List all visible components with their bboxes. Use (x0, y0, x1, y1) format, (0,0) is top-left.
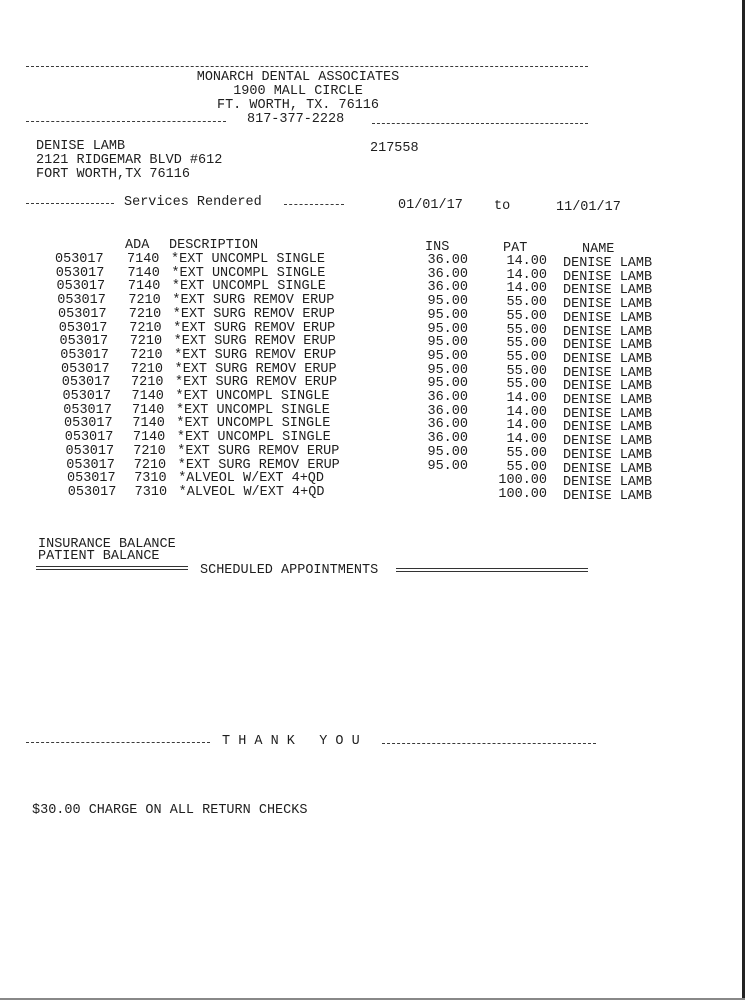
row-date: 053017 (67, 484, 117, 500)
row-description: *EXT SURG REMOV ERUP (175, 375, 338, 391)
row-date: 053017 (56, 279, 106, 295)
patient-street: 2121 RIDGEMAR BLVD #612 (36, 153, 223, 168)
row-patient-name: DENISE LAMB (563, 269, 653, 285)
services-to-word: to (494, 199, 511, 214)
appointments-divider-right (396, 568, 588, 572)
account-number: 217558 (370, 141, 419, 156)
row-date: 053017 (57, 293, 106, 309)
table-row (0, 375, 745, 395)
patient-balance-label: PATIENT BALANCE (38, 549, 160, 564)
row-date: 053017 (64, 430, 114, 446)
table-row (0, 293, 745, 313)
row-ins-amount: 95.00 (427, 444, 468, 460)
row-pat-amount: 14.00 (506, 254, 547, 269)
row-date: 053017 (61, 375, 111, 391)
practice-phone: 817-377-2228 (247, 112, 345, 127)
column-description: DESCRIPTION (169, 238, 259, 253)
row-date: 053017 (61, 361, 110, 377)
table-row (0, 265, 745, 285)
row-pat-amount: 55.00 (506, 336, 547, 352)
row-description: *EXT UNCOMPL SINGLE (171, 265, 326, 281)
row-ada-code: 7210 (128, 293, 161, 309)
top-divider (26, 66, 588, 67)
services-divider-right (284, 204, 344, 205)
row-patient-name: DENISE LAMB (563, 283, 653, 299)
row-date: 053017 (66, 457, 115, 473)
row-description: *EXT UNCOMPL SINGLE (176, 430, 331, 446)
row-pat-amount: 55.00 (506, 459, 547, 475)
phone-divider-right (372, 123, 588, 124)
row-ada-code: 7210 (130, 347, 163, 363)
row-ada-code: 7210 (131, 375, 164, 391)
row-date: 053017 (60, 347, 109, 363)
row-patient-name: DENISE LAMB (563, 420, 653, 436)
row-ada-code: 7210 (128, 306, 162, 322)
row-description: *EXT UNCOMPL SINGLE (176, 416, 331, 432)
row-ada-code: 7140 (127, 265, 160, 281)
row-ins-amount: 95.00 (427, 348, 468, 364)
row-ada-code: 7310 (134, 484, 168, 500)
row-pat-amount: 55.00 (506, 295, 547, 311)
row-pat-amount: 14.00 (506, 281, 547, 297)
row-ada-code: 7210 (133, 443, 166, 459)
row-pat-amount: 100.00 (498, 473, 547, 489)
row-ada-code: 7310 (134, 471, 167, 487)
column-ada: ADA (125, 238, 150, 253)
row-patient-name: DENISE LAMB (563, 310, 653, 326)
thank-you-divider-right (382, 743, 596, 744)
table-row (0, 334, 745, 354)
row-patient-name: DENISE LAMB (563, 379, 653, 395)
table-row (0, 443, 745, 463)
table-row (0, 320, 745, 340)
table-row (0, 279, 745, 299)
row-ada-code: 7140 (132, 430, 166, 446)
row-pat-amount: 55.00 (506, 363, 547, 379)
row-pat-amount: 14.00 (506, 432, 547, 448)
row-ada-code: 7210 (129, 334, 163, 350)
table-row (0, 389, 745, 408)
row-date: 053017 (64, 416, 113, 432)
practice-name: MONARCH DENTAL ASSOCIATES (196, 70, 400, 85)
row-patient-name: DENISE LAMB (563, 365, 653, 381)
row-pat-amount: 14.00 (506, 267, 547, 283)
phone-divider-left (26, 121, 226, 122)
row-ins-amount: 36.00 (427, 403, 468, 419)
row-date: 053017 (62, 389, 112, 404)
patient-name: DENISE LAMB (36, 139, 126, 154)
row-pat-amount: 100.00 (498, 486, 547, 502)
table-row (0, 347, 745, 367)
row-date: 053017 (55, 265, 105, 281)
row-patient-name: DENISE LAMB (563, 447, 653, 463)
row-ada-code: 7210 (130, 361, 163, 377)
row-description: *EXT SURG REMOV ERUP (174, 361, 337, 377)
thank-you-divider-left (26, 742, 210, 743)
patient-city: FORT WORTH,TX 76116 (36, 167, 190, 182)
insurance-balance-label: INSURANCE BALANCE (38, 537, 176, 552)
row-pat-amount: 55.00 (506, 377, 547, 393)
row-ada-code: 7140 (127, 279, 161, 295)
row-ins-amount: 95.00 (427, 294, 468, 310)
row-date: 053017 (58, 320, 108, 336)
row-pat-amount: 55.00 (506, 308, 547, 324)
thank-you-text: T H A N K Y O U (222, 734, 360, 749)
row-date: 053017 (67, 471, 116, 487)
row-patient-name: DENISE LAMB (563, 324, 653, 340)
services-to-date: 11/01/17 (556, 200, 621, 215)
table-row (0, 252, 745, 271)
row-description: *ALVEOL W/EXT 4+QD (178, 471, 325, 487)
row-description: *EXT UNCOMPL SINGLE (171, 252, 325, 267)
row-date: 053017 (65, 443, 115, 459)
row-description: *EXT SURG REMOV ERUP (177, 443, 340, 459)
row-ada-code: 7140 (131, 389, 164, 404)
row-description: *EXT SURG REMOV ERUP (177, 457, 340, 473)
row-description: *EXT UNCOMPL SINGLE (175, 402, 330, 418)
row-ins-amount: 95.00 (427, 335, 468, 351)
row-ins-amount: 95.00 (427, 307, 468, 323)
table-row (0, 306, 745, 326)
row-patient-name: DENISE LAMB (563, 488, 653, 504)
row-ins-amount: 95.00 (427, 362, 468, 378)
row-patient-name: DENISE LAMB (563, 475, 653, 491)
row-ins-amount: 36.00 (427, 431, 468, 447)
row-description: *EXT SURG REMOV ERUP (173, 320, 336, 336)
services-heading: Services Rendered (124, 195, 262, 210)
column-pat: PAT (503, 241, 528, 256)
row-date: 053017 (63, 402, 112, 418)
row-ins-amount: 36.00 (427, 417, 468, 433)
practice-city: FT. WORTH, TX. 76116 (216, 98, 380, 113)
row-patient-name: DENISE LAMB (563, 393, 653, 408)
row-description: *ALVEOL W/EXT 4+QD (178, 484, 325, 500)
row-description: *EXT SURG REMOV ERUP (172, 306, 335, 322)
row-date: 053017 (58, 306, 107, 322)
table-row (0, 484, 745, 504)
row-ada-code: 7210 (133, 457, 167, 473)
column-name: NAME (582, 242, 615, 257)
row-ins-amount: 36.00 (427, 390, 468, 405)
row-pat-amount: 55.00 (506, 349, 547, 365)
row-ins-amount: 36.00 (427, 280, 468, 296)
appointments-heading: SCHEDULED APPOINTMENTS (200, 563, 379, 578)
row-pat-amount: 14.00 (506, 404, 547, 420)
column-ins: INS (425, 240, 450, 255)
row-ada-code: 7140 (127, 252, 160, 267)
row-description: *EXT UNCOMPL SINGLE (175, 389, 330, 404)
services-divider-left (26, 203, 114, 204)
row-ins-amount: 36.00 (427, 266, 468, 282)
row-patient-name: DENISE LAMB (563, 297, 653, 313)
row-ada-code: 7210 (129, 320, 162, 336)
row-pat-amount: 55.00 (506, 322, 547, 338)
row-date: 053017 (55, 252, 104, 267)
row-description: *EXT SURG REMOV ERUP (172, 293, 335, 309)
table-row (0, 361, 745, 381)
services-from-date: 01/01/17 (398, 198, 463, 213)
row-date: 053017 (59, 334, 109, 350)
row-ada-code: 7140 (131, 402, 165, 418)
row-patient-name: DENISE LAMB (563, 338, 653, 354)
row-description: *EXT SURG REMOV ERUP (173, 334, 336, 350)
row-pat-amount: 55.00 (506, 445, 547, 461)
table-row (0, 430, 745, 450)
row-patient-name: DENISE LAMB (563, 406, 653, 422)
row-patient-name: DENISE LAMB (563, 256, 653, 271)
row-ins-amount: 95.00 (427, 376, 468, 392)
row-patient-name: DENISE LAMB (563, 434, 653, 450)
row-ins-amount: 95.00 (427, 458, 468, 474)
row-patient-name: DENISE LAMB (563, 351, 653, 367)
row-pat-amount: 14.00 (506, 418, 547, 434)
row-pat-amount: 14.00 (506, 391, 547, 406)
row-ins-amount: 36.00 (427, 253, 468, 268)
row-patient-name: DENISE LAMB (563, 461, 653, 477)
practice-address: 1900 MALL CIRCLE (233, 84, 363, 99)
appointments-divider-left (36, 566, 188, 570)
row-ins-amount: 95.00 (427, 321, 468, 337)
row-description: *EXT UNCOMPL SINGLE (171, 279, 326, 295)
return-check-notice: $30.00 CHARGE ON ALL RETURN CHECKS (32, 803, 308, 818)
row-ada-code: 7140 (132, 416, 165, 432)
row-description: *EXT SURG REMOV ERUP (174, 347, 337, 363)
